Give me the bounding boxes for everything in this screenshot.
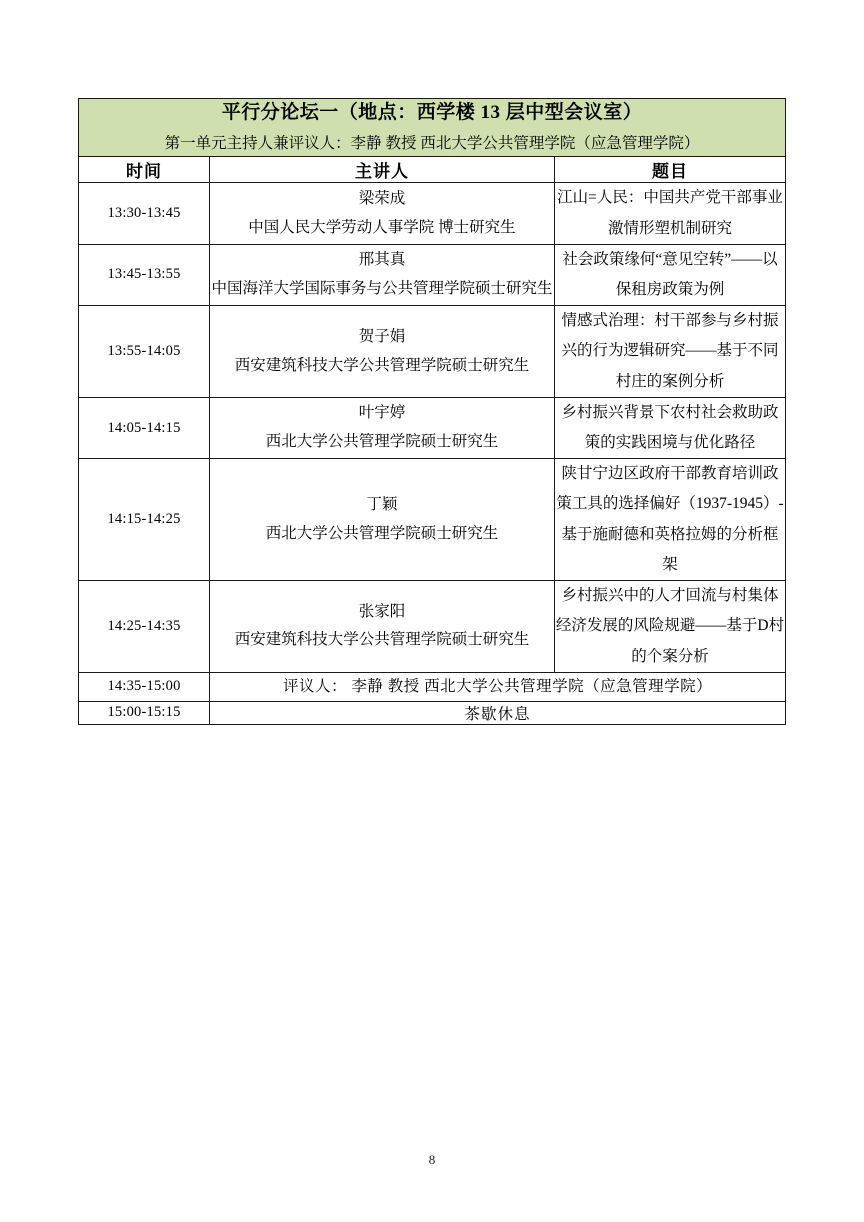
row-speaker (210, 244, 555, 305)
row-topic: 陕甘宁边区政府干部教育培训政策工具的选择偏好（1937-1945）-基于施耐德和英格拉姆的分析框架 (555, 459, 786, 581)
forum-schedule-table (78, 98, 786, 725)
table-row (79, 183, 786, 244)
table-row (79, 306, 786, 398)
column-header-time: 时间 (79, 157, 210, 183)
page-number: 8 (428, 1152, 436, 1167)
table-row-discussant (79, 672, 786, 701)
row-topic: 乡村振兴背景下农村社会救助政策的实践困境与优化路径 (555, 397, 786, 458)
speaker-affiliation: 中国人民大学劳动人事学院 博士研究生 (248, 218, 516, 236)
row-speaker (210, 397, 555, 458)
banner-subtitle: 第一单元主持人兼评议人：李静 教授 西北大学公共管理学院（应急管理学院） (164, 134, 700, 152)
speaker-affiliation: 西安建筑科技大学公共管理学院硕士研究生 (234, 631, 530, 649)
speaker-affiliation: 西安建筑科技大学公共管理学院硕士研究生 (234, 356, 530, 374)
row-topic: 情感式治理：村干部参与乡村振兴的行为逻辑研究——基于不同村庄的案例分析 (555, 306, 786, 398)
speaker-name: 贺子娟 (358, 327, 406, 345)
table-row (79, 244, 786, 305)
speaker-name: 张家阳 (358, 602, 406, 620)
table-row (79, 459, 786, 581)
speaker-name: 梁荣成 (358, 189, 406, 207)
speaker-name: 叶宇婷 (358, 404, 406, 422)
row-time: 15:00-15:15 (79, 701, 210, 724)
row-time: 13:55-14:05 (79, 306, 210, 398)
speaker-name: 丁颖 (366, 496, 398, 514)
row-topic: 社会政策缘何“意见空转”——以保租房政策为例 (555, 244, 786, 305)
speaker-affiliation: 西北大学公共管理学院硕士研究生 (265, 524, 499, 542)
banner-title: 平行分论坛一（地点：西学楼 13 层中型会议室） (221, 102, 643, 123)
row-time: 14:35-15:00 (79, 672, 210, 701)
table-row-break (79, 701, 786, 724)
row-topic: 江山=人民：中国共产党干部事业激情形塑机制研究 (555, 183, 786, 244)
row-time: 13:45-13:55 (79, 244, 210, 305)
speaker-name: 邢其真 (358, 251, 406, 269)
table-row (79, 397, 786, 458)
speaker-affiliation: 西北大学公共管理学院硕士研究生 (265, 433, 499, 451)
row-time: 14:15-14:25 (79, 459, 210, 581)
row-speaker (210, 459, 555, 581)
speaker-affiliation: 中国海洋大学国际事务与公共管理学院硕士研究生 (211, 279, 553, 297)
row-time: 14:25-14:35 (79, 581, 210, 673)
row-time: 14:05-14:15 (79, 397, 210, 458)
row-discussant-text: 评议人： 李静 教授 西北大学公共管理学院（应急管理学院） (210, 672, 786, 701)
table-header-row (79, 157, 786, 183)
row-time: 13:30-13:45 (79, 183, 210, 244)
table-row (79, 581, 786, 673)
column-header-topic: 题目 (555, 157, 786, 183)
banner-cell (79, 99, 786, 157)
column-header-speaker: 主讲人 (210, 157, 555, 183)
table-banner-row (79, 99, 786, 157)
row-speaker (210, 306, 555, 398)
row-speaker (210, 183, 555, 244)
row-topic: 乡村振兴中的人才回流与村集体经济发展的风险规避——基于D村的个案分析 (555, 581, 786, 673)
row-speaker (210, 581, 555, 673)
row-break-text: 茶歇休息 (210, 701, 786, 724)
